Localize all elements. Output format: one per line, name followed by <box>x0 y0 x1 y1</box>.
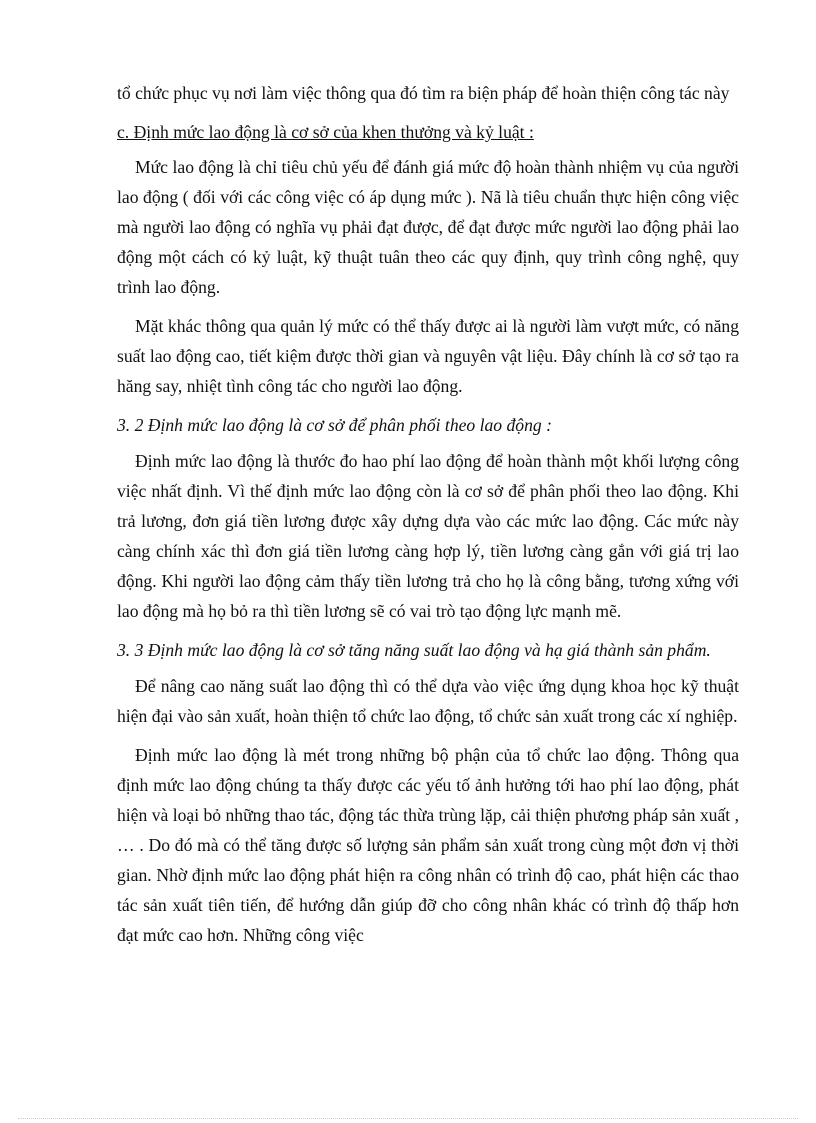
paragraph-c2: Mặt khác thông qua quản lý mức có thể thấy được ai là người làm vượt mức, có năng suất lao động cao, tiết kiệm được thời gian và nguyên vật liệu. Đây chính là cơ sở tạo ra hăng say, nhiệt tình công tác cho người lao động. <box>117 316 739 396</box>
page-bottom-divider <box>18 1118 798 1119</box>
paragraph-3-3b: Định mức lao động là mét trong những bộ phận của tổ chức lao động. Thông qua định mức lao động chúng ta thấy được các yếu tố ảnh hưởng tới hao phí lao động, phát hiện và loại bỏ những thao tác, động tác thừa trùng lặp, cải thiện phương pháp sản xuất , … . Do đó mà có thể tăng được số lượng sản phẩm sản xuất trong cùng một đơn vị thời gian. Nhờ định mức lao động phát hiện ra công nhân có trình độ cao, phát hiện các thao tác sản xuất tiên tiến, để hướng dẫn giúp đỡ cho công nhân khác có trình độ thấp hơn đạt mức cao hơn. Những công việc <box>117 745 739 945</box>
section-heading-3-3: 3. 3 Định mức lao động là cơ sở tăng năng suất lao động và hạ giá thành sản phẩm. <box>117 640 711 660</box>
section-heading-c: c. Định mức lao động là cơ sở của khen thưởng và kỷ luật : <box>117 122 534 142</box>
paragraph-3-3a: Để nâng cao năng suất lao động thì có thể dựa vào việc ứng dụng khoa học kỹ thuật hiện đại vào sản xuất, hoàn thiện tổ chức lao động, tổ chức sản xuất trong các xí nghiệp. <box>117 676 739 726</box>
document-page <box>117 78 739 959</box>
continuation-paragraph: tổ chức phục vụ nơi làm việc thông qua đó tìm ra biện pháp để hoàn thiện công tác này <box>117 83 730 103</box>
paragraph-3-2: Định mức lao động là thước đo hao phí lao động để hoàn thành một khối lượng công việc nhất định. Vì thế định mức lao động còn là cơ sở để phân phối theo lao động. Khi trả lương, đơn giá tiền lương được xây dựng dựa vào các mức lao động. Các mức này càng chính xác thì đơn giá tiền lương càng hợp lý, tiền lương càng gắn với giá trị lao động. Khi người lao động cảm thấy tiền lương trả cho họ là công bằng, tương xứng với lao động mà họ bỏ ra thì tiền lương sẽ có vai trò tạo động lực mạnh mẽ. <box>117 451 739 621</box>
section-heading-3-2: 3. 2 Định mức lao động là cơ sở để phân phối theo lao động : <box>117 415 552 435</box>
paragraph-c1: Mức lao động là chỉ tiêu chủ yếu để đánh giá mức độ hoàn thành nhiệm vụ của người lao động ( đối với các công việc có áp dụng mức ). Nã là tiêu chuẩn thực hiện công việc mà người lao động có nghĩa vụ phải đạt được, để đạt được mức người lao động phải lao động một cách có kỷ luật, kỹ thuật tuân theo các quy định, quy trình công nghệ, quy trình lao động. <box>117 157 739 297</box>
